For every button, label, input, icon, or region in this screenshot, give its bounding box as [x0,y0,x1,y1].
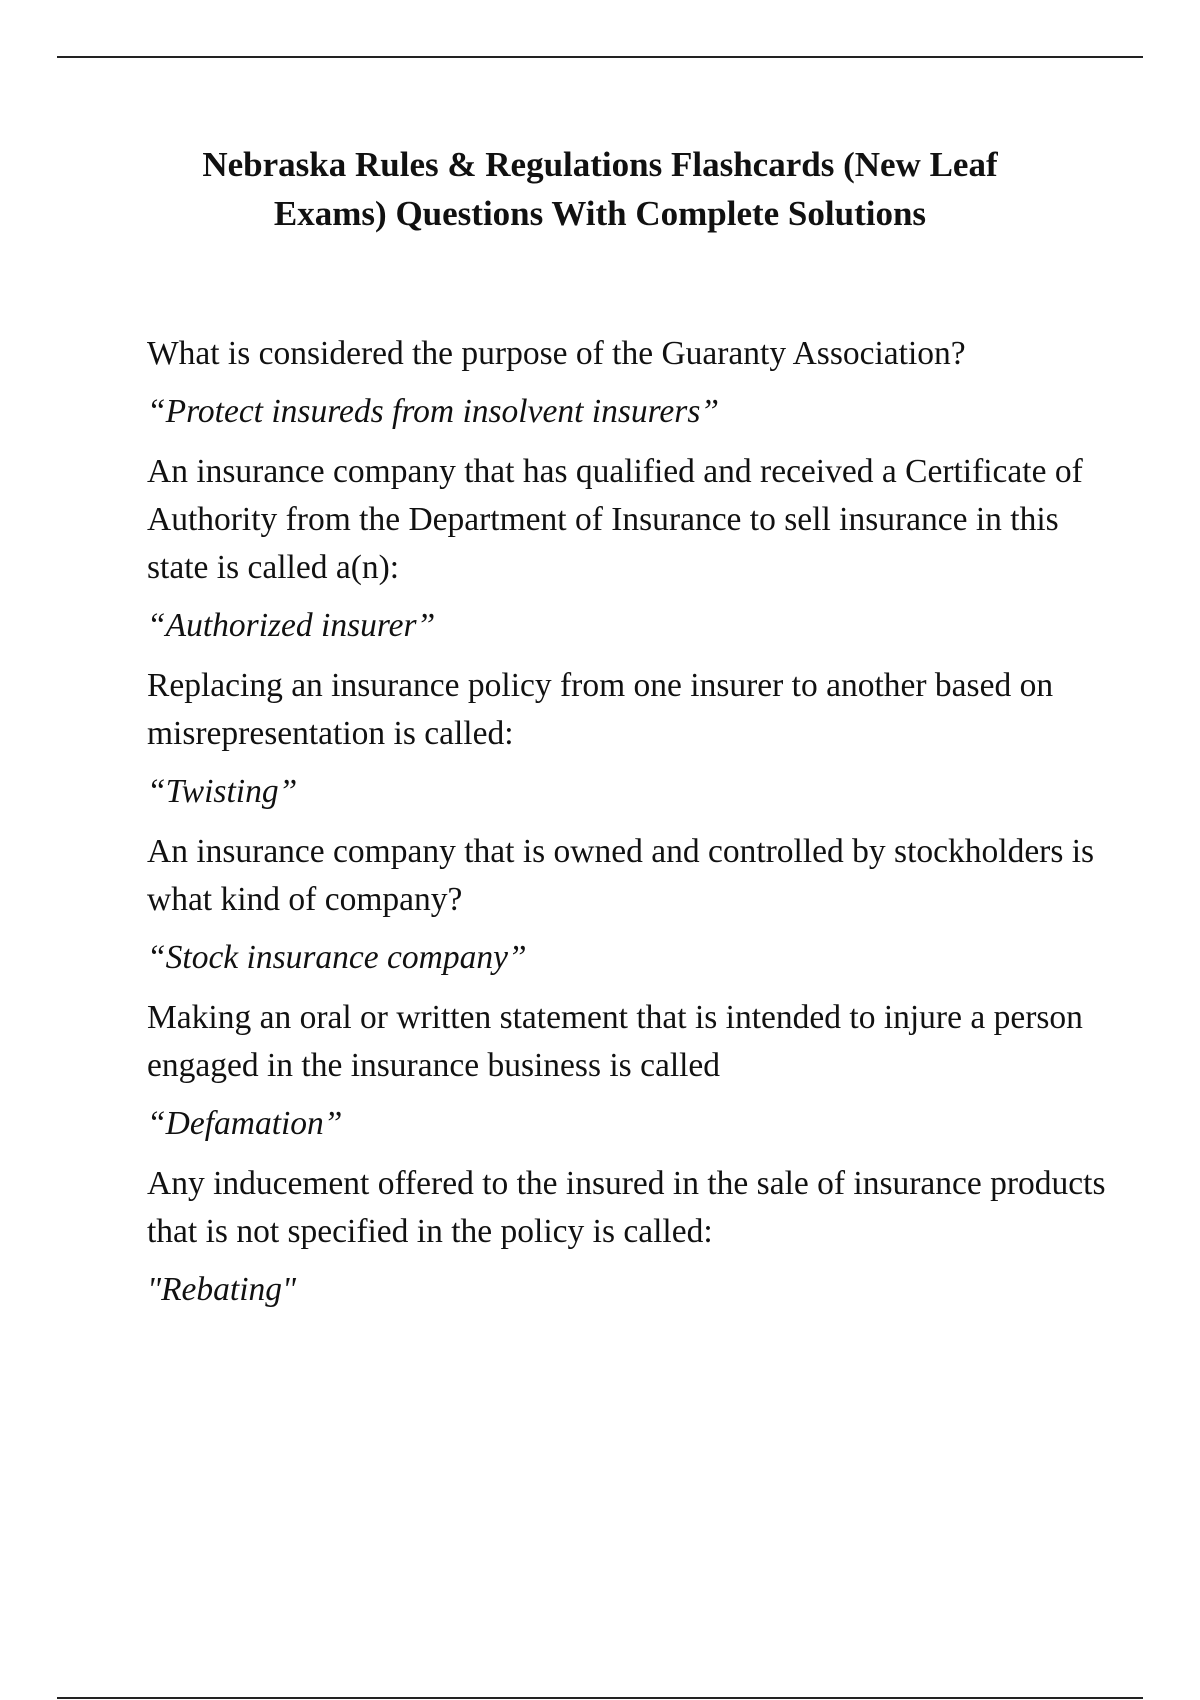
flashcard-2 [147,448,1107,646]
flashcard-answer: “Authorized insurer” [147,607,436,644]
flashcard-question: What is considered the purpose of the Guaranty Association? [147,335,966,372]
document-title [0,140,1200,238]
bottom-divider [57,1697,1143,1699]
flashcard-1 [147,330,1107,432]
flashcard-answer: “Twisting” [147,773,298,810]
flashcard-6 [147,1160,1107,1310]
flashcard-answer: "Rebating" [147,1271,297,1308]
title-line-1: Nebraska Rules & Regulations Flashcards (New Leaf [202,145,998,184]
flashcard-5 [147,994,1107,1144]
flashcard-list [147,330,1107,1326]
flashcard-answer: “Defamation” [147,1105,343,1142]
flashcard-question: An insurance company that has qualified and received a Certificate of Authority from the Department of Insurance to sell insurance in this state is called a(n): [147,453,1083,586]
flashcard-answer: “Protect insureds from insolvent insurers” [147,393,719,430]
title-line-2: Exams) Questions With Complete Solutions [273,194,927,233]
flashcard-3 [147,662,1107,812]
flashcard-question: Making an oral or written statement that is intended to injure a person engaged in the insurance business is called [147,999,1083,1084]
flashcard-answer: “Stock insurance company” [147,939,527,976]
flashcard-question: Any inducement offered to the insured in the sale of insurance products that is not specified in the policy is called: [147,1165,1106,1250]
flashcard-4 [147,828,1107,978]
flashcard-question: Replacing an insurance policy from one insurer to another based on misrepresentation is called: [147,667,1054,752]
flashcard-question: An insurance company that is owned and controlled by stockholders is what kind of company? [147,833,1095,918]
top-divider [57,56,1143,58]
